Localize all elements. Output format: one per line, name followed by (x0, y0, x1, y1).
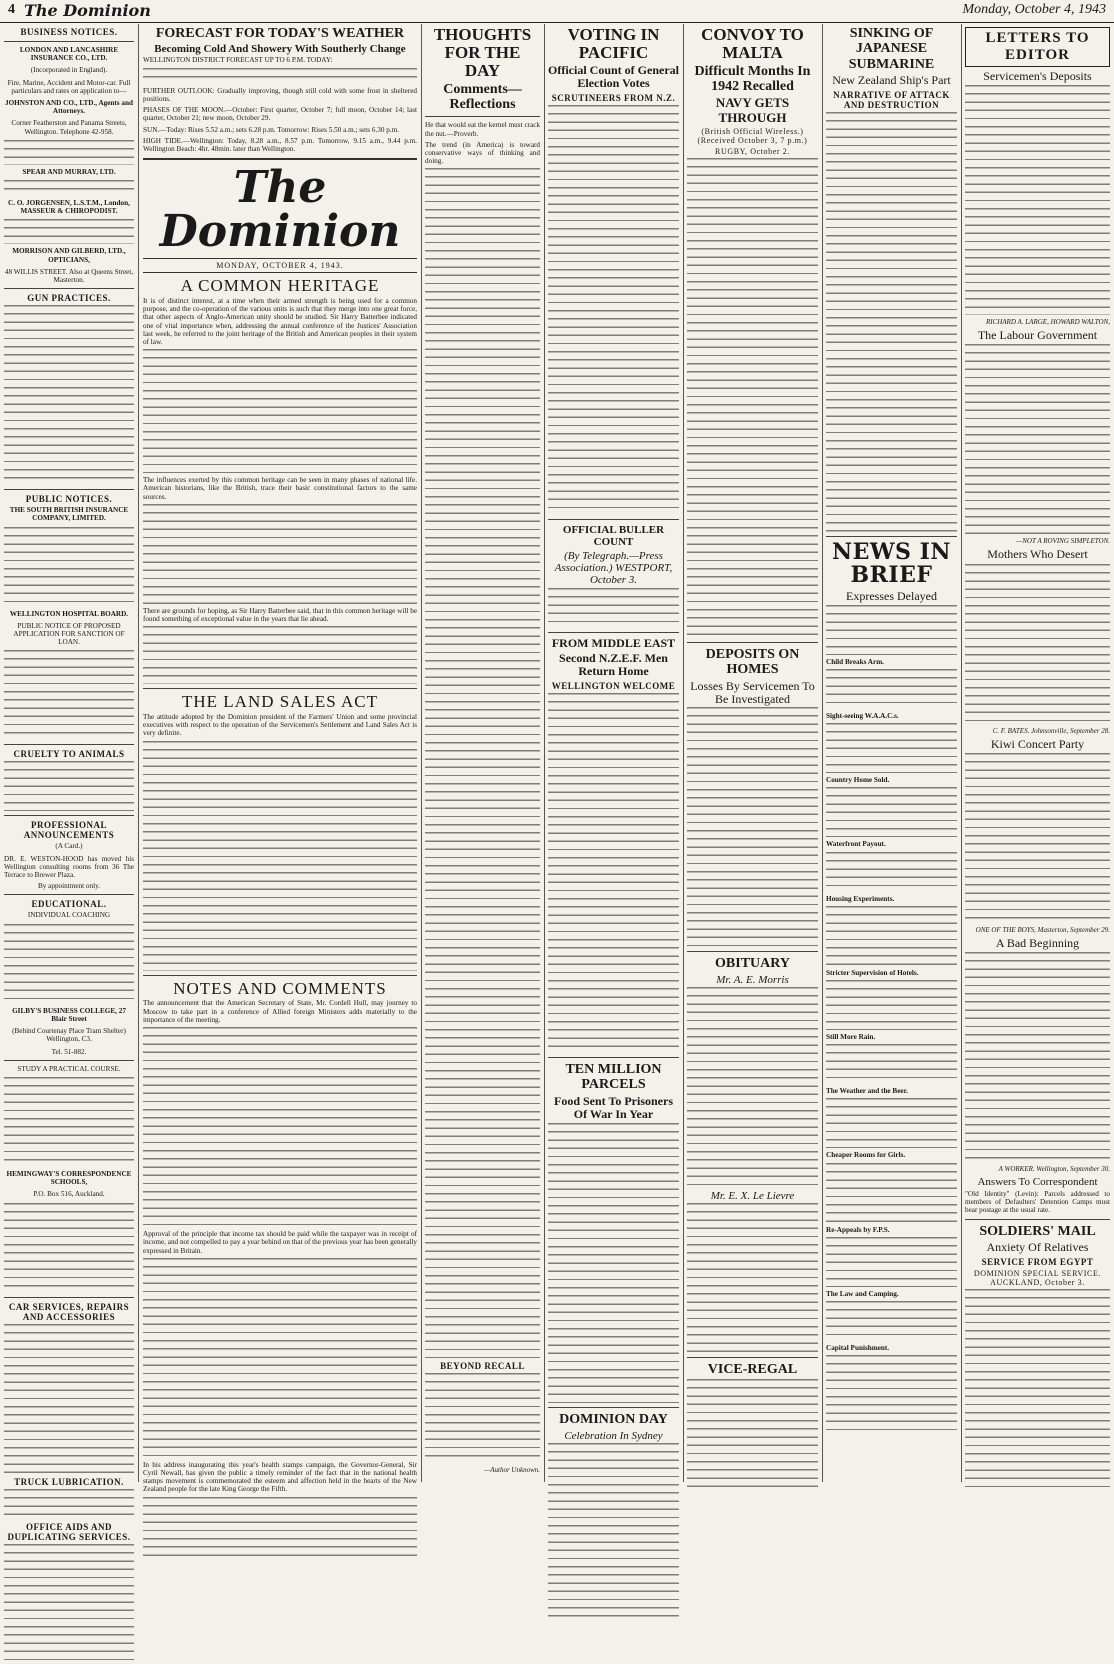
ad-heading: HEMINGWAY'S CORRESPONDENCE SCHOOLS, (6, 1169, 132, 1187)
masthead (0, 0, 1114, 23)
page-number: 4 (8, 2, 15, 17)
brief-title: Still More Rain. (826, 1032, 876, 1041)
column-voting (548, 24, 679, 1482)
text-body (4, 650, 134, 740)
forecast-district: WELLINGTON DISTRICT FORECAST UP TO 6 P.M. TODAY: (143, 56, 333, 65)
column-thoughts (425, 24, 540, 1482)
ad-heading: STUDY A PRACTICAL COURSE. (17, 1064, 121, 1073)
ad-text: 48 WILLIS STREET. Also at Queens Street, Masterton. (4, 267, 134, 285)
quote-text: He that would eat the kernel must crack the nut.—Proverb. (425, 121, 540, 138)
paper-name: The Dominion (24, 1, 151, 20)
brief-title: Child Breaks Arm. (826, 657, 884, 666)
column-rule (138, 24, 139, 1482)
subheadline: Losses By Servicemen To Be Investigated (690, 678, 815, 707)
subheadline: WELLINGTON WELCOME (551, 681, 676, 692)
text-body (687, 707, 818, 947)
brief-title: Stricter Supervision of Hotels. (826, 968, 919, 977)
letter-signature: C. F. BATES. Johnsonville, September 28. (992, 726, 1110, 735)
text-body (143, 68, 417, 84)
ad-text: P.O. Box 516, Auckland. (33, 1190, 105, 1199)
column-business-notices (4, 24, 134, 1542)
headline: CONVOY TO MALTA (701, 25, 804, 62)
editorial-title: THE LAND SALES ACT (181, 692, 379, 712)
letter-title: Mothers Who Desert (987, 547, 1088, 562)
column-editorial (143, 24, 417, 1494)
text-body (4, 761, 134, 811)
text-body (826, 1098, 957, 1148)
subheadline: Difficult Months In 1942 Recalled (694, 63, 811, 95)
headline: DOMINION DAY (559, 1412, 668, 1428)
text-body (826, 1301, 957, 1341)
text-body (687, 1203, 818, 1353)
brief-title: Waterfront Payout. (826, 840, 886, 849)
subheadline: Second N.Z.E.F. Men Return Home (559, 650, 668, 678)
ad-heading: WELLINGTON HOSPITAL BOARD. (9, 609, 129, 618)
text-body (965, 1289, 1110, 1489)
text-body (143, 1497, 417, 1557)
subheadline: NAVY GETS THROUGH (715, 95, 790, 125)
ad-text: (Behind Courtenay Place Tram Shelter) Wellington, C3. (12, 1027, 126, 1044)
text-body (826, 1237, 957, 1287)
section-title: OFFICE AIDS AND DUPLICATING SERVICES. (7, 1521, 131, 1542)
editorial-text: There are grounds for hoping, as Sir Harry Batterbee said, that in this common heritage will be found something of exceptional value in the years that lie ahead. (143, 606, 417, 623)
editorial-title: NOTES AND COMMENTS (173, 978, 387, 998)
text-body (826, 605, 957, 655)
ad-heading: INDIVIDUAL COACHING (27, 911, 111, 920)
text-body (826, 1044, 957, 1084)
brief-title: Re-Appeals by F.P.S. (826, 1225, 890, 1234)
text-body (548, 693, 679, 1053)
brief-title: The Law and Camping. (826, 1289, 899, 1298)
text-body (826, 1163, 957, 1223)
subheadline: Becoming Cold And Showery With Southerly Change (154, 43, 406, 56)
ad-text: PUBLIC NOTICE OF PROPOSED APPLICATION FOR SANCTION OF LOAN. (13, 621, 125, 647)
section-title: PUBLIC NOTICES. (25, 494, 113, 505)
subheadline: SERVICE FROM EGYPT (981, 1257, 1094, 1268)
brief-title: Capital Punishment. (826, 1343, 890, 1352)
text-body (143, 741, 417, 971)
headline: FROM MIDDLE EAST (551, 635, 676, 650)
column-convoy (687, 24, 818, 1482)
text-body (965, 753, 1110, 923)
text-body (826, 787, 957, 837)
editorial-text: The announcement that the American Secretary of State, Mr. Cordell Hull, may journey to Moscow to take part in a conference of Allied foreign Ministers adds materially to the importance of the meeting. (143, 999, 417, 1024)
subheadline: NARRATIVE OF ATTACK AND DESTRUCTION (833, 90, 950, 111)
subheadline: Celebration In Sydney (564, 1429, 663, 1442)
subheadline: Anxiety Of Relatives (986, 1240, 1089, 1255)
brief-title: The Weather and the Beer. (826, 1087, 908, 1096)
ad-heading: THE SOUTH BRITISH INSURANCE COMPANY, LIMITED. (9, 506, 129, 523)
letter-title: A Bad Beginning (995, 935, 1080, 950)
brief-title: Cheaper Rooms for Girls. (826, 1151, 906, 1160)
ad-heading: C. O. JORGENSEN, L.S.T.M., London, MASSEUR & CHIROPODIST. (8, 199, 130, 216)
dateline: RUGBY, October 2. (715, 147, 790, 157)
text-body (826, 980, 957, 1030)
letter-title: Servicemen's Deposits (983, 69, 1092, 83)
text-body (826, 723, 957, 773)
text-body (548, 105, 679, 515)
ad-text: Corner Featherston and Panama Streets, Wellington. Telephone 42-958. (11, 119, 127, 136)
headline: SINKING OF JAPANESE SUBMARINE (848, 26, 935, 72)
text-body (4, 140, 134, 165)
headline: DEPOSITS ON HOMES (705, 647, 800, 678)
editorial-text: The attitude adopted by the Dominion president of the Farmers' Union and some provincial executives with respect to the operation of the Servicemen's Settlement and Land Sales Act is very definite. (143, 713, 417, 738)
column-rule (822, 24, 823, 1482)
text-body (4, 924, 134, 1004)
text-body (4, 1489, 134, 1519)
section-title: CAR SERVICES, REPAIRS AND ACCESSORIES (8, 1301, 130, 1322)
headline: VOTING IN PACIFIC (567, 25, 660, 62)
letter-signature: RICHARD A. LARGE, HOWARD WALTON, (985, 318, 1110, 327)
text-body (687, 158, 818, 638)
subheadline: Expresses Delayed (846, 588, 937, 603)
text-body (143, 504, 417, 604)
text-body (4, 1077, 134, 1167)
column-rule (683, 24, 684, 1482)
text-body (826, 1355, 957, 1435)
ad-heading: SPEAR AND MURRAY, LTD. (22, 167, 116, 176)
poem-title: BEYOND RECALL (440, 1361, 525, 1372)
text-body (4, 219, 134, 244)
headline: THOUGHTS FOR THE DAY (433, 25, 532, 80)
subheadline: Food Sent To Prisoners Of War In Year (553, 1093, 673, 1122)
edition-date: MONDAY, OCTOBER 4, 1943. (143, 258, 417, 273)
text-body (687, 987, 818, 1187)
text-body (826, 906, 957, 966)
section-title: GUN PRACTICES. (27, 293, 111, 304)
headline: FORECAST FOR TODAY'S WEATHER (155, 26, 405, 41)
text-body (826, 669, 957, 709)
text-body (143, 1027, 417, 1227)
letter-title: Answers To Correspondent (977, 1175, 1098, 1188)
letter-title: The Labour Government (977, 328, 1098, 343)
answers-text: "Old Identity" (Levin): Parcels addressed to members of Defaulters' Detention Camps must bear postage at the usual rate. (965, 1190, 1110, 1215)
column-rule (961, 24, 962, 1482)
column-submarine (826, 24, 957, 1482)
editorial-text: Approval of the principle that income tax should be paid while the taxpayer was in receipt of income, and not compelled to pay a year behind on that of the previous year has been generally expressed in Britain. (143, 1230, 417, 1255)
text-body (143, 349, 417, 473)
ad-heading: JOHNSTON AND CO., LTD., Agents and Attorneys. (4, 99, 133, 116)
moon-phases: PHASES OF THE MOON.—October: First quarter, October 7; full moon, October 14; last quarter, October 21; new moon, October 29. (143, 106, 417, 123)
dateline: (British Official Wireless.) (Received October 3, 7 p.m.) (697, 127, 808, 146)
brief-title: Housing Experiments. (826, 894, 895, 903)
headline: LETTERS TO EDITOR (965, 27, 1110, 67)
dateline: (By Telegraph.—Press Association.) WESTPORT, October 3. (554, 550, 673, 587)
text-body (4, 305, 134, 485)
subheadline: Official Count of General Election Votes (548, 62, 679, 90)
letter-signature: —NOT A ROVING SIMPLETON. (1016, 537, 1110, 546)
text-body (548, 588, 679, 628)
text-body (965, 85, 1110, 315)
section-title: PROFESSIONAL ANNOUNCEMENTS (23, 820, 115, 841)
quote-text: The trend (in America) is toward conservative ways of thinking and doing. (425, 140, 540, 166)
ad-text: DR. E. WESTON-HOOD has moved his Wellington consulting rooms from 36 The Terrace to Brewer Plaza. (4, 854, 134, 880)
section-title: BUSINESS NOTICES. (20, 27, 118, 37)
tide-times: HIGH TIDE.—Wellington: Today, 8.28 a.m., 8.57 p.m. Tomorrow, 9.15 a.m., 9.44 p.m. Wellington Beach: 4hr. 48min. later than Wellington. (143, 136, 417, 153)
editorial-title: A COMMON HERITAGE (180, 276, 380, 296)
text-body (965, 952, 1110, 1162)
subheadline: Comments—Reflections (443, 81, 522, 112)
headline: OFFICIAL BULLER COUNT (562, 524, 665, 549)
text-body (4, 527, 134, 607)
editorial-text: The influences exerted by this common heritage can be seen in many phases of national life. American historians, like the British, trace their basic constitutional factors to the same sources. (143, 476, 417, 501)
text-body (425, 168, 540, 1358)
ad-text: (Incorporated in England). (30, 66, 108, 75)
column-rule (544, 24, 545, 1482)
editorial-text: It is of distinct interest, at a time when their armed strength is being used for a common purpose, and the co-operation of the various units is such that they merge into one great force, that other aspects of Anglo-American unity should be studied. Sir Harry Batterbee indicated one of vital importance when, addressing the annual conference of the Justices' Association last week, he referred to the joint heritage of the British and American peoples in their system of law. (143, 296, 417, 346)
text-body (826, 852, 957, 892)
subheadline: Mr. E. X. Le Lievre (710, 1189, 795, 1202)
subheadline: Mr. A. E. Morris (716, 973, 789, 986)
headline: OBITUARY (715, 956, 790, 972)
editorial-text: In his address inaugurating this year's health stamps campaign, the Governor-General, Sir Cyril Newall, has given the public a timely reminder of the fact that in the national health stamps movement is commemorated the esteem and affection held in the hearts of the New Zealand people for the late King George the Fifth. (143, 1460, 417, 1494)
column-letters (965, 24, 1110, 1482)
text-body (548, 1123, 679, 1403)
headline: SOLDIERS' MAIL (979, 1223, 1096, 1239)
letter-signature: A WORKER. Wellington, September 30. (998, 1164, 1110, 1173)
brief-title: Sight-seeing W.A.A.C.s. (826, 711, 899, 720)
text-body (4, 1203, 134, 1293)
dateline: DOMINION SPECIAL SERVICE. AUCKLAND, October 3. (973, 1269, 1102, 1288)
text-body (548, 1443, 679, 1623)
ad-text: By appointment only. (37, 882, 101, 891)
subheadline: New Zealand Ship's Part (832, 73, 951, 88)
text-body (143, 1258, 417, 1458)
nameplate: The Dominion (159, 162, 401, 258)
section-title: CRUELTY TO ANIMALS (13, 749, 125, 760)
headline: NEWS IN BRIEF (831, 539, 952, 589)
headline: TEN MILLION PARCELS (565, 1062, 662, 1093)
ad-text: (A Card.) (55, 842, 83, 851)
text-body (4, 180, 134, 196)
letter-signature: ONE OF THE BOYS, Masterton, September 29. (975, 925, 1110, 934)
text-body (687, 1379, 818, 1489)
ad-heading: MORRISON AND GILBERD, LTD., OPTICIANS, (12, 247, 126, 264)
ad-heading: LONDON AND LANCASHIRE INSURANCE CO., LTD. (19, 46, 119, 63)
text-body (4, 1544, 134, 1664)
text-body (425, 1373, 540, 1463)
sun-times: SUN.—Today: Rises 5.52 a.m.; sets 6.28 p.m. Tomorrow: Rises 5.50 a.m.; sets 6.30 p.m. (143, 125, 400, 134)
text-body (965, 564, 1110, 724)
column-rule (421, 24, 422, 1482)
section-title: TRUCK LUBRICATION. (14, 1476, 124, 1487)
brief-title: Country Home Sold. (826, 776, 890, 785)
poem-author: —Author Unknown. (484, 1466, 540, 1475)
text-body (4, 1324, 134, 1474)
subheadline: SCRUTINEERS FROM N.Z. (551, 93, 676, 104)
ad-text: Tel. 51-882. (51, 1047, 87, 1056)
text-body (965, 344, 1110, 534)
ad-text: Fire, Marine, Accident and Motor-car. Full particulars and rates on application to— (7, 78, 131, 95)
letter-title: Kiwi Concert Party (990, 736, 1085, 751)
headline: VICE-REGAL (707, 1361, 798, 1377)
forecast-outlook: FURTHER OUTLOOK: Gradually improving, though still cold with some frost in sheltered positions. (143, 86, 417, 103)
text-body (826, 112, 957, 532)
text-body (143, 626, 417, 684)
section-title: EDUCATIONAL. (31, 899, 107, 910)
page-date: Monday, October 4, 1943 (962, 2, 1106, 17)
ad-heading: GILBY'S BUSINESS COLLEGE, 27 Blair Street (12, 1006, 126, 1023)
